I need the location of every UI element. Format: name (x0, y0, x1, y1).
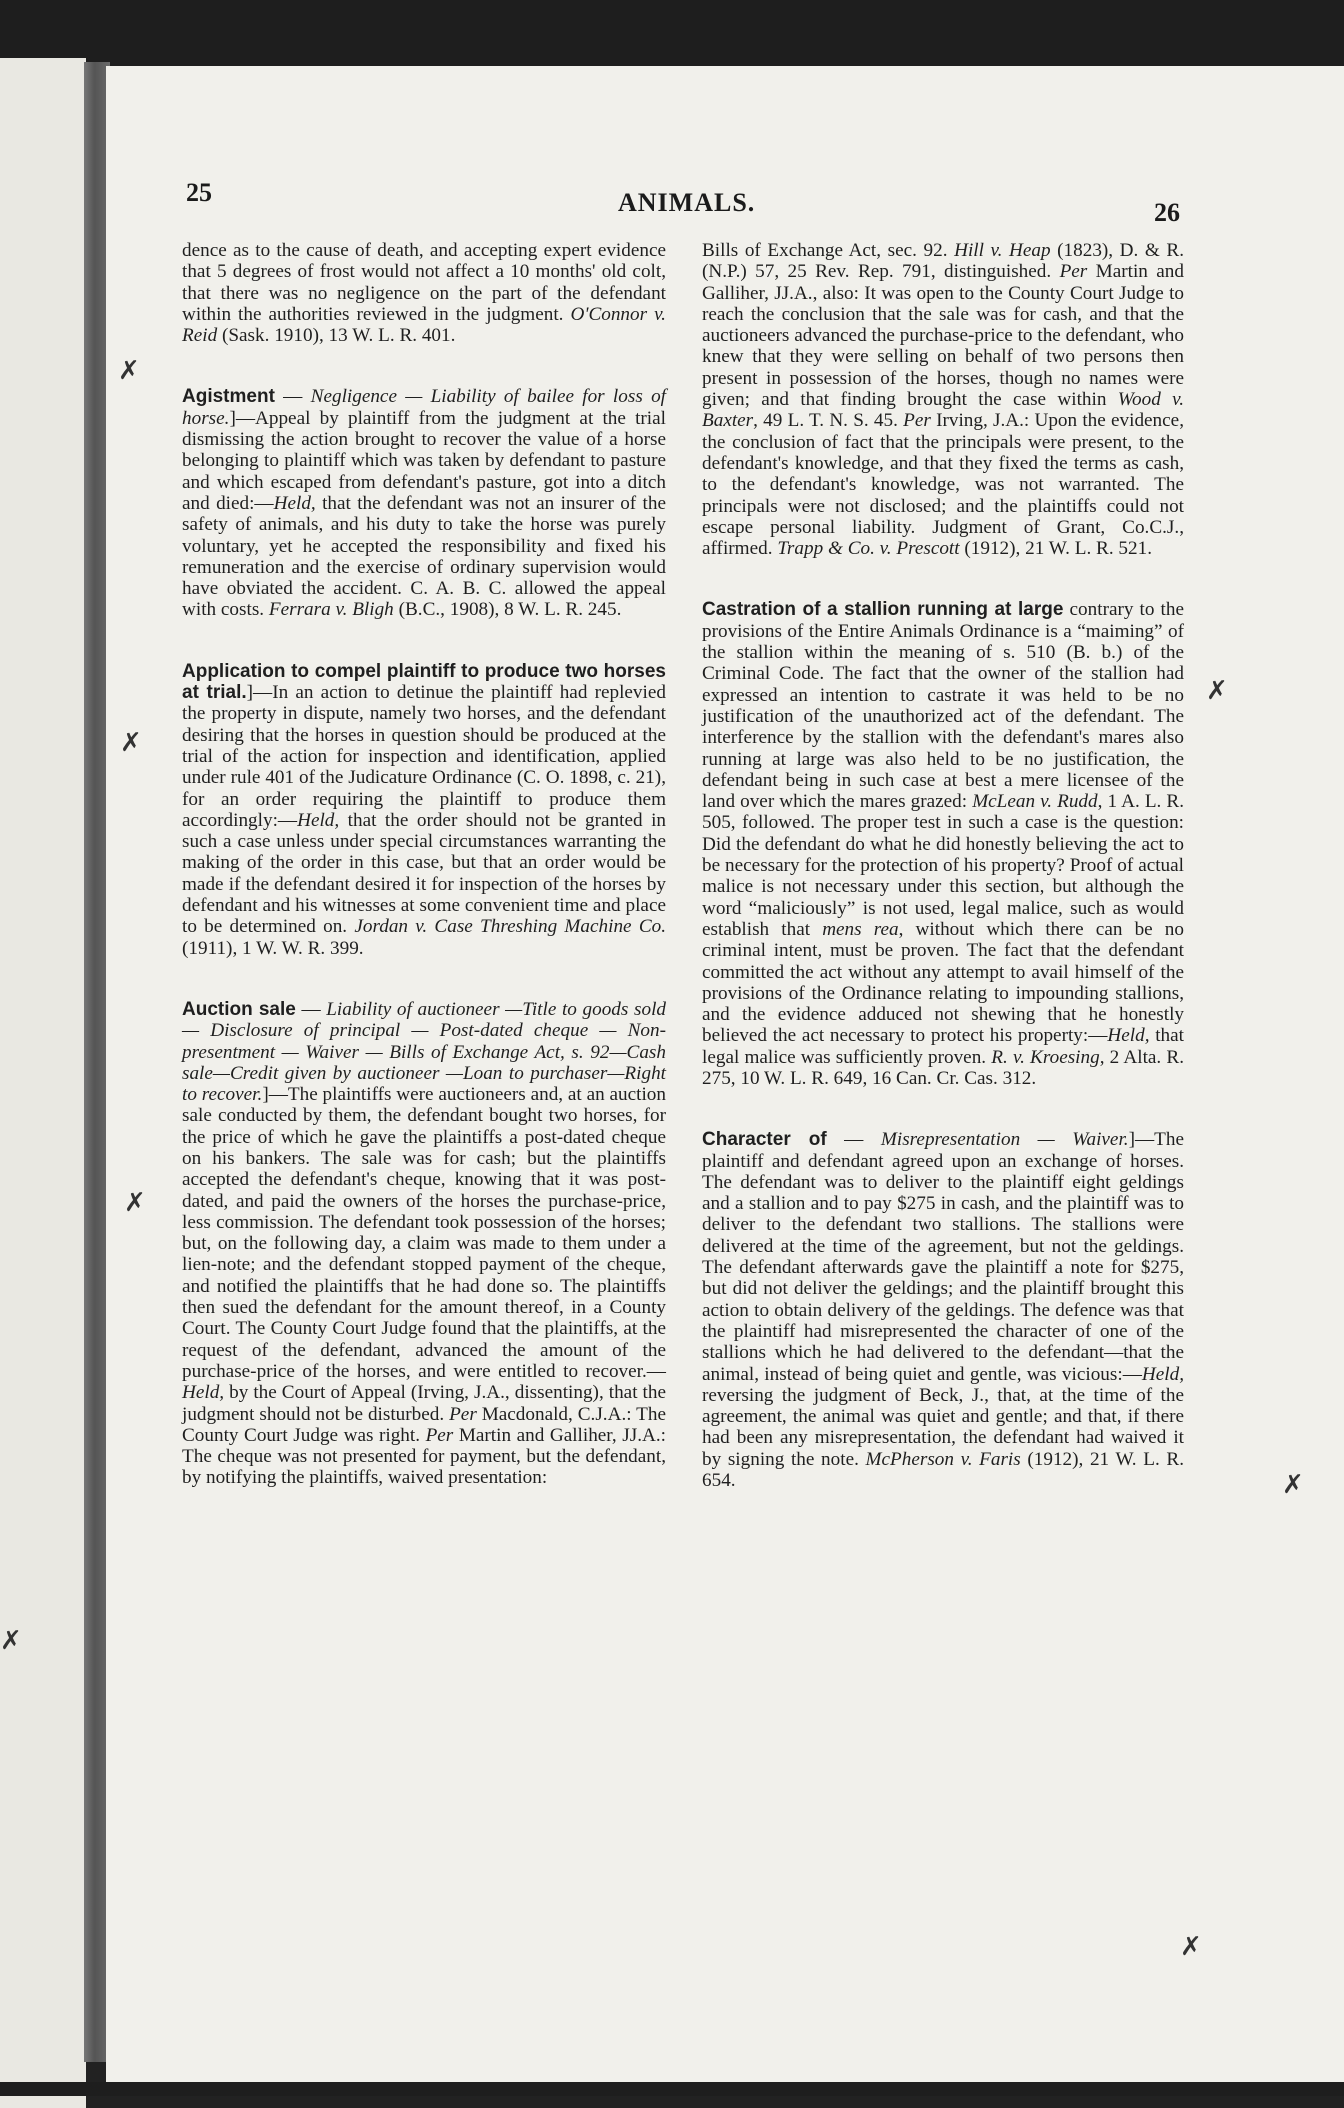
right-column (702, 240, 1184, 1517)
margin-check-mark: ✗ (124, 1188, 146, 1218)
page-number-left: 25 (186, 178, 212, 207)
digest-entry-castration: Castration of a stallion running at large contrary to the provisions of the Entire Animals Ordinance is a “maiming” of the stallion within the meaning of s. 510 (B. b.) of the Criminal Code. The fact that the owner of the stallion had expressed an intention to castrate it was held to be no justification of the unauthorized act of the defendant. The interference by the stallion with the defendant's mares also running at large was also held to be no justification, the defendant being in such case at best a mere licensee of the land over which the mares grazed: McLean v. Rudd, 1 A. L. R. 505, followed. The proper test in such a case is the question: Did the defendant do what he did honestly believing the act to be necessary for the protection of his property? Proof of actual malice is not necessary under this section, but although the word “maliciously” is not used, legal malice, such as would establish that mens rea, without which there can be no criminal intent, must be proven. The fact that the defendant committed the act without any attempt to avail himself of the provisions of the Ordinance relating to impounding stallions, and the evidence adduced not shewing that he honestly believed the act necessary to protect his property:—Held, that legal malice was sufficiently proven. R. v. Kroesing, 2 Alta. R. 275, 10 W. L. R. 649, 16 Can. Cr. Cas. 312. (702, 599, 1185, 1089)
scan-bottom-border (0, 2082, 1344, 2096)
facing-page-edge (0, 58, 86, 2108)
margin-check-mark: ✗ (118, 356, 140, 386)
scan-top-border (0, 0, 1344, 70)
digest-entry-application: Application to compel plaintiff to produce two horses at trial.]—In an action to detinue the plaintiff had replevied the property in dispute, namely two horses, and the defendant desiring that the horses in question should be produced at the trial of the action for inspection and identification, applied under rule 401 of the Judicature Ordinance (C. O. 1898, c. 21), for an order requiring the plaintiff to produce them accordingly:—Held, that the order should not be granted in such a case unless under special circumstances warranting the making of the order in this case, but that an order would be made if the defendant desired it for inspection of the horses by defendant and his witnesses at some convenient time and place to be determined on. Jordan v. Case Threshing Machine Co. (1911), 1 W. W. R. 399. (182, 660, 667, 959)
digest-entry-continuation: dence as to the cause of death, and accepting expert evidence that 5 degrees of frost would not affect a 10 months' old colt, that there was no negligence on the part of the defendant within the authorities reviewed in the judgment. O'Connor v. Reid (Sask. 1910), 13 W. L. R. 401. (182, 240, 666, 347)
margin-check-mark: ✗ (120, 728, 142, 758)
digest-entry-auction-continuation: Bills of Exchange Act, sec. 92. Hill v. Heap (1823), D. & R. (N.P.) 57, 25 Rev. Rep. 791, distinguished. Per Martin and Galliher, JJ.A., also: It was open to the County Court Judge to reach the conclusion that the sale was for cash, and that the auctioneers advanced the purchase-price to the defendant, who knew that they were selling on behalf of two persons then present in possession of the horses, though no names were given; and that finding brought the case within Wood v. Baxter, 49 L. T. N. S. 45. Per Irving, J.A.: Upon the evidence, the conclusion of fact that the principals were present, to the defendant's knowledge, and that they fixed the terms as cash, to the defendant's knowledge, was not warranted. The principals were not disclosed; and the plaintiffs could not escape personal liability. Judgment of Grant, Co.C.J., affirmed. Trapp & Co. v. Prescott (1912), 21 W. L. R. 521. (702, 240, 1185, 560)
margin-check-mark: ✗ (1180, 1932, 1202, 1962)
running-head: ANIMALS. (618, 188, 756, 217)
digest-entry-auction-sale: Auction sale — Liability of auctioneer —Title to goods sold — Disclosure of principal — Post-dated cheque — Non-presentment — Waiver — Bills of Exchange Act, s. 92—Cash sale—Credit given by auctioneer —Loan to purchaser—Right to recover.]—The plaintiffs were auctioneers and, at an auction sale conducted by them, the defendant bought two horses, for the price of which he gave the plaintiffs a post-dated cheque on his bankers. The sale was for cash; but the plaintiffs accepted the defendant's cheque, knowing that it was post-dated, and paid the owners of the horses the purchase-price, less commission. The defendant took possession of the horses; but, on the following day, a claim was made to them under a lien-note; and the defendant stopped payment of the cheque, and notified the plaintiffs that he had done so. The plaintiffs then sued the defendant for the amount thereof, in a County Court. The County Court Judge found that the plaintiffs, at the request of the defendant, advanced the amount of the purchase-price of the horses, and were entitled to recover.—Held, by the Court of Appeal (Irving, J.A., dissenting), that the judgment should not be disturbed. Per Macdonald, C.J.A.: The County Court Judge was right. Per Martin and Galliher, JJ.A.: The cheque was not presented for payment, but the defendant, by notifying the plaintiffs, waived presentation: (182, 998, 666, 1489)
entry-heading: Character of (702, 1129, 827, 1151)
margin-check-mark: ✗ (1206, 676, 1228, 706)
entry-heading: Agistment (182, 386, 275, 408)
entry-heading: Auction sale (182, 998, 296, 1020)
digest-entry-agistment: Agistment — Negligence — Liability of bailee for loss of horse.]—Appeal by plaintiff from the judgment at the trial dismissing the action brought to recover the value of a horse belonging to plaintiff which was taken by defendant to pasture and which escaped from defendant's pasture, got into a ditch and died:—Held, that the defendant was not an insurer of the safety of animals, and his duty to take the horse was purely voluntary, yet he accepted the responsibility and fixed his remuneration and the exercise of ordinary supervision would have obviated the accident. C. A. B. C. allowed the appeal with costs. Ferrara v. Bligh (B.C., 1908), 8 W. L. R. 245. (182, 386, 666, 621)
margin-check-mark: ✗ (1282, 1470, 1304, 1500)
page-number-right: 26 (1154, 198, 1180, 227)
entry-heading: Castration of a stallion running at large (702, 599, 1064, 621)
digest-entry-character: Character of — Misrepresentation — Waiver.]—The plaintiff and defendant agreed upon an exchange of horses. The defendant was to deliver to the plaintiff eight geldings and a stallion and to pay $275 in cash, and the plaintiff was to deliver to the defendant two stallions. The stallions were delivered at the time of the agreement, but not the geldings. The defendant afterwards gave the plaintiff a note for $275, but did not deliver the geldings; and the plaintiff brought this action to obtain delivery of the geldings. The defence was that the plaintiff had misrepresented the character of one of the stallions which he had delivered to the defendant—that the animal, instead of being quiet and gentle, was vicious:—Held, reversing the judgment of Beck, J., that, at the time of the agreement, the animal was quiet and gentle; and that, if there had been any misrepresentation, the defendant had waived it by signing the note. McPherson v. Faris (1912), 21 W. L. R. 654. (702, 1129, 1184, 1492)
entry-heading: Application to compel plaintiff to produce two horses at trial. (182, 660, 666, 704)
margin-check-mark: ✗ (0, 1626, 22, 1656)
left-column (182, 240, 666, 1515)
